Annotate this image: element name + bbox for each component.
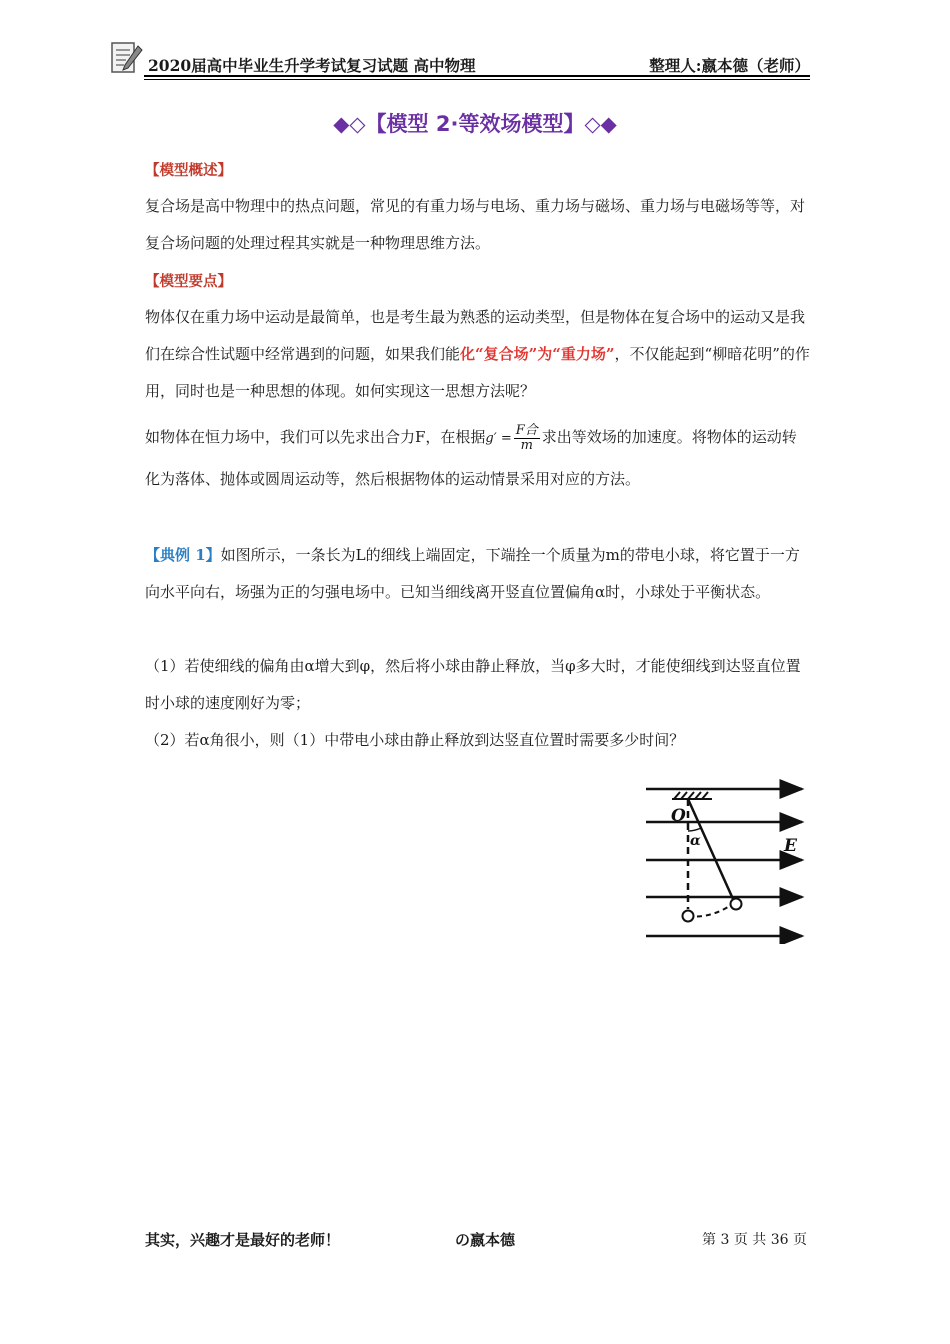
example-intro-text: 如图所示，一条长为L的细线上端固定，下端拴一个质量为m的带电小球，将它置于一方向水平向右，场强为正的匀强电场中。已知当细线离开竖直位置偏角α时，小球处于平衡状态。 — [145, 546, 800, 601]
ball-deflected — [731, 899, 742, 910]
header-author: 整理人:嬴本德（老师） — [649, 56, 810, 75]
overview-text: 复合场是高中物理中的热点问题，常见的有重力场与电场、重力场与磁场、重力场与电磁场等等，对复合场问题的处理过程其实就是一种物理思维方法。 — [145, 197, 806, 252]
formula-lhs: g′ = — [485, 431, 512, 446]
example-intro — [145, 537, 811, 611]
ceiling-support — [672, 792, 712, 799]
angle-label: α — [690, 833, 701, 849]
page-header — [108, 40, 810, 78]
header-title: 2020届高中毕业生升学考试复习试题 高中物理 — [148, 56, 476, 75]
ball-lowest — [683, 911, 694, 922]
example-question-2: （2）若α角很小，则（1）中带电小球由静止释放到达竖直位置时需要多少时间？ — [145, 731, 685, 749]
points-text-c: 如物体在恒力场中，我们可以先求出合力F，在根据 — [145, 428, 486, 446]
points-text-d: 求出等效场的加速度。将物体的运动转化为落体、抛体或圆周运动等，然后根据物体的运动情景采用对应的方法。 — [145, 428, 797, 488]
formula-numerator: F合 — [515, 422, 538, 438]
page-number: 第 3 页 共 36 页 — [702, 1232, 807, 1248]
footer-motto: 其实，兴趣才是最好的老师！ — [145, 1231, 341, 1249]
overview-heading: 【模型概述】 — [145, 163, 232, 179]
field-label: E — [784, 836, 797, 856]
header-rule-thin — [144, 79, 810, 80]
points-paragraph-2 — [145, 417, 811, 499]
formula-fraction — [514, 424, 540, 453]
angle-arc — [688, 828, 701, 831]
swing-path — [688, 904, 733, 917]
page-title: ◆◇【模型 2·等效场模型】◇◆ — [333, 112, 617, 136]
example-label: 【典例 1】 — [145, 546, 221, 564]
points-text-a: 物体仅在重力场中运动是最简单，也是考生最为熟悉的运动类型，但是物体在复合场中的运动又是我们在综合性试题中经常遇到的问题，如果我们能 — [145, 308, 806, 363]
points-heading: 【模型要点】 — [145, 274, 232, 290]
header-rule — [144, 75, 810, 77]
points-highlight: 化“复合场”为“重力场” — [460, 345, 615, 363]
points-paragraph-1 — [145, 299, 811, 410]
points-text-b: ，不仅能起到“柳暗花明”的作用，同时也是一种思想的体现。如何实现这一思想方法呢？ — [145, 345, 810, 400]
pendulum-string — [688, 799, 733, 899]
pendulum-field-figure — [644, 779, 809, 944]
formula-denominator: m — [520, 437, 533, 453]
footer-author: の嬴本德 — [455, 1231, 516, 1249]
pivot-label: O — [671, 806, 686, 826]
document-pen-icon — [108, 40, 144, 76]
example-question-1: （1）若使细线的偏角由α增大到φ，然后将小球由静止释放，当φ多大时，才能使细线到达竖直位置时小球的速度刚好为零； — [145, 657, 801, 712]
